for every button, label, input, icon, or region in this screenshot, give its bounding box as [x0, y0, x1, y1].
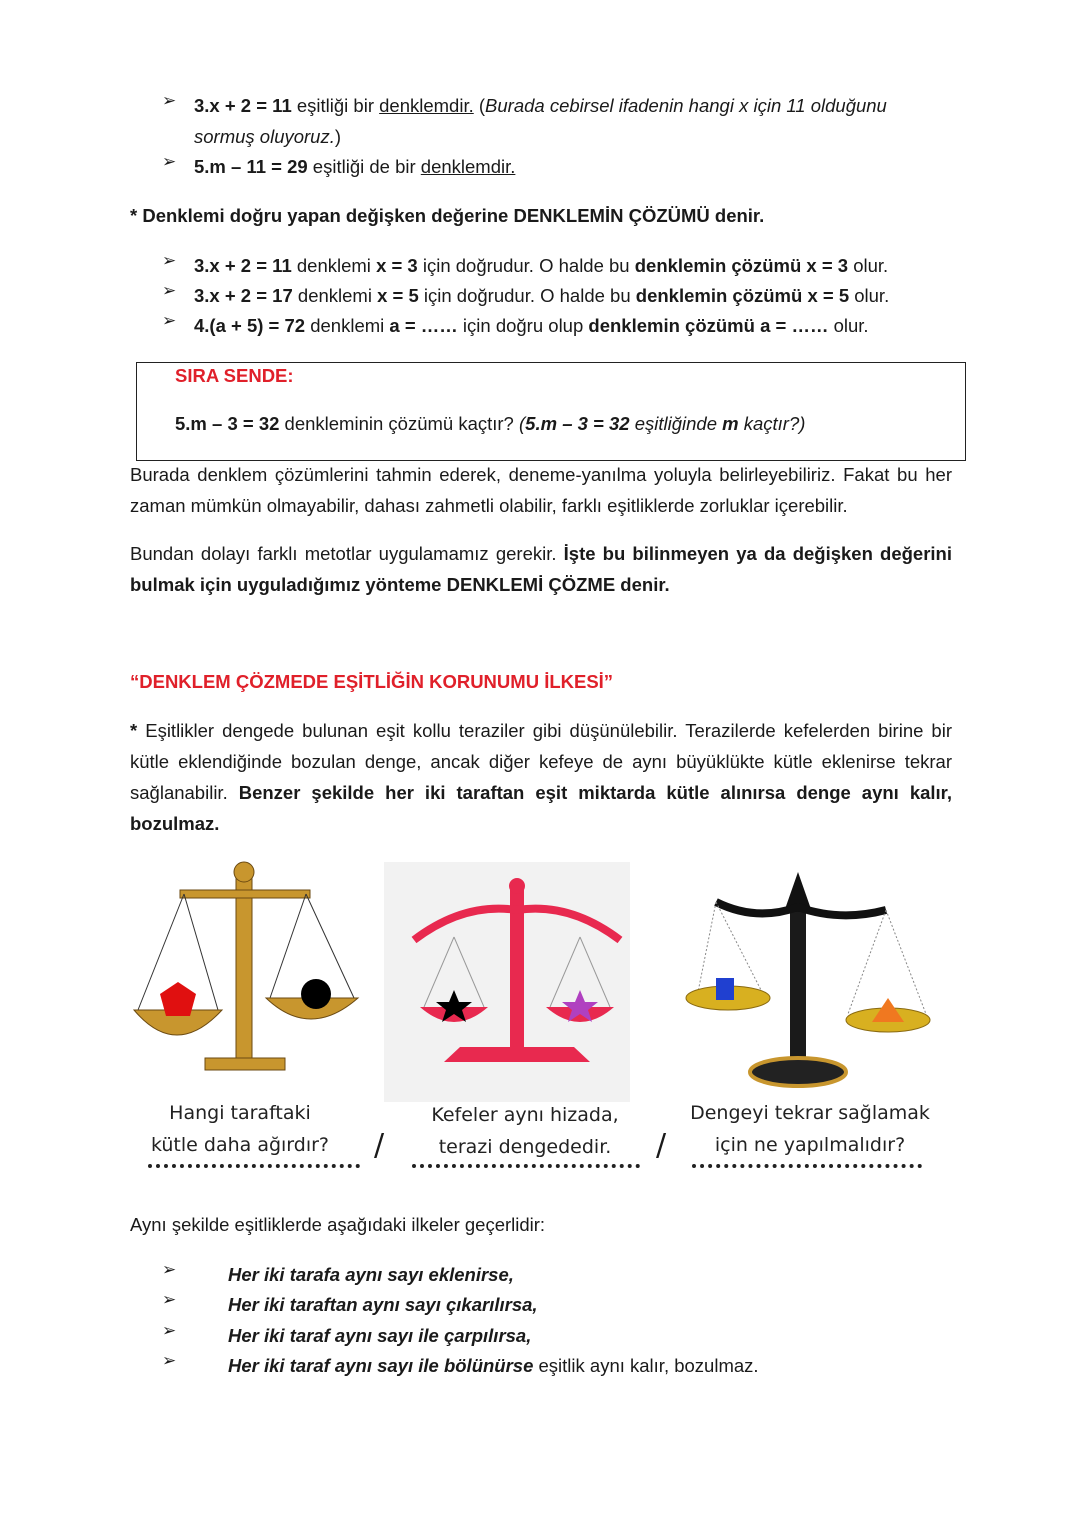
paragraph: Burada denklem çözümlerini tahmin ederek, deneme-yanılma yoluyla belirleyebiliriz. Fakat bu her zaman mümkün olmayabilir, dahası zahmetli olabilir, farklı eşitliklerde zorluklar içerebilir. — [130, 464, 952, 516]
bold-text: İşte bu bilinmeyen ya da değişken değerini bulmak için uyguladığımız yönteme DENKLEMİ ÇÖZME denir. — [130, 543, 952, 595]
bullet-icon: ➢ — [162, 1260, 177, 1280]
rule-text: Her iki taraf aynı sayı ile bölünürse — [228, 1355, 534, 1376]
answer-dots — [148, 1158, 360, 1168]
solution: denklemin çözümü x = 5 — [635, 285, 850, 306]
text: için doğru olup — [457, 315, 589, 336]
equation: 3.x + 2 = 11 — [194, 255, 292, 276]
solution: denklemin çözümü x = 3 — [634, 255, 849, 276]
section-heading: “DENKLEM ÇÖZMEDE EŞİTLİĞİN KORUNUMU İLKESİ” — [130, 671, 614, 692]
bullet-icon: ➢ — [162, 91, 177, 111]
list-item — [194, 152, 515, 182]
text: denklemi — [305, 315, 390, 336]
separator: / — [374, 1128, 385, 1163]
paragraph: Aynı şekilde eşitliklerde aşağıdaki ilkeler geçerlidir: — [130, 1214, 546, 1235]
pink-scale-image — [384, 862, 630, 1102]
answer-dots — [692, 1158, 922, 1168]
text: ) — [334, 126, 342, 147]
exercise-title: SIRA SENDE: — [175, 365, 294, 386]
text: eşitlik aynı kalır, bozulmaz. — [533, 1355, 759, 1376]
caption-line: Hangi taraftaki — [169, 1102, 311, 1124]
answer-dots — [412, 1158, 640, 1168]
rule-item: Her iki taraf aynı sayı ile çarpılırsa, — [228, 1325, 532, 1346]
bullet-icon: ➢ — [162, 251, 177, 271]
gold-scale-image — [130, 860, 362, 1080]
value: x = 3 — [376, 255, 418, 276]
caption — [130, 1097, 350, 1161]
caption-line: Kefeler aynı hizada, — [431, 1104, 619, 1126]
paragraph — [130, 715, 952, 839]
text: Eşitlikler dengede bulunan eşit kollu teraziler gibi düşünülebilir. Terazilerde kefelerden birine bir kütle eklendiğinde bozulan denge, ancak diğer kefeye de aynı büyüklükte kütle eklenirse tekrar sağlanabilir. — [130, 720, 952, 803]
text: Bundan dolayı farklı metotlar uygulamamız gerekir. — [130, 543, 564, 564]
text: için doğrudur. O halde bu — [418, 285, 636, 306]
list-item-continuation — [194, 122, 341, 152]
rule-item: Her iki tarafa aynı sayı eklenirse, — [228, 1264, 514, 1285]
equation: 3.x + 2 = 17 — [194, 285, 293, 306]
text: için doğrudur. O halde bu — [417, 255, 635, 276]
paragraph — [130, 538, 952, 600]
note: Burada cebirsel ifadenin hangi x için 11 olduğunu — [485, 95, 887, 116]
rule-item: Her iki taraftan aynı sayı çıkarılırsa, — [228, 1294, 538, 1315]
text: eşitliği bir — [291, 95, 380, 116]
term: denklemdir. — [379, 95, 474, 116]
black-scale-image — [676, 862, 938, 1097]
value: a = …… — [389, 315, 458, 336]
equation: 5.m – 3 = 32 — [175, 413, 280, 434]
rule-item — [228, 1351, 759, 1381]
exercise-question — [175, 409, 805, 439]
list-item — [194, 281, 889, 311]
term: denklemdir. — [420, 156, 516, 177]
text: olur. — [849, 285, 890, 306]
bullet-icon: ➢ — [162, 1290, 177, 1310]
bullet-icon: ➢ — [162, 281, 177, 301]
text: denkleminin çözümü kaçtır? — [279, 413, 519, 434]
list-item — [194, 91, 887, 121]
caption-line: Dengeyi tekrar sağlamak — [690, 1102, 930, 1124]
solution: denklemin çözümü a = …… — [588, 315, 829, 336]
equation: 3.x + 2 = 11 — [194, 95, 292, 116]
text: * — [130, 720, 138, 741]
bullet-icon: ➢ — [162, 1351, 177, 1371]
list-item — [194, 251, 888, 281]
list-item — [194, 311, 869, 341]
text: denklemi — [292, 285, 378, 306]
bullet-icon: ➢ — [162, 152, 177, 172]
note: sormuş oluyoruz. — [194, 126, 335, 147]
caption-line: kütle daha ağırdır? — [150, 1134, 330, 1156]
text: kaçtır?) — [738, 413, 806, 434]
bullet-icon: ➢ — [162, 311, 177, 331]
text: olur. — [828, 315, 869, 336]
caption — [680, 1097, 940, 1161]
definition: * Denklemi doğru yapan değişken değerine DENKLEMİN ÇÖZÜMÜ denir. — [130, 205, 765, 226]
text: ( — [473, 95, 486, 116]
caption-line: terazi dengededir. — [438, 1136, 612, 1158]
variable: m — [722, 413, 739, 434]
equation: 5.m – 11 = 29 — [194, 156, 308, 177]
value: x = 5 — [377, 285, 419, 306]
separator: / — [656, 1128, 667, 1163]
text: denklemi — [291, 255, 377, 276]
text: eşitliğinde — [629, 413, 723, 434]
bold-text: Benzer şekilde her iki taraftan eşit miktarda kütle alınırsa denge aynı kalır, bozulmaz. — [130, 782, 953, 834]
bullet-icon: ➢ — [162, 1321, 177, 1341]
text: olur. — [848, 255, 889, 276]
equation: 4.(a + 5) = 72 — [194, 315, 306, 336]
text: ( — [519, 413, 526, 434]
text: eşitliği de bir — [307, 156, 421, 177]
caption — [405, 1099, 645, 1163]
caption-line: için ne yapılmalıdır? — [714, 1134, 906, 1156]
equation: 5.m – 3 = 32 — [525, 413, 630, 434]
